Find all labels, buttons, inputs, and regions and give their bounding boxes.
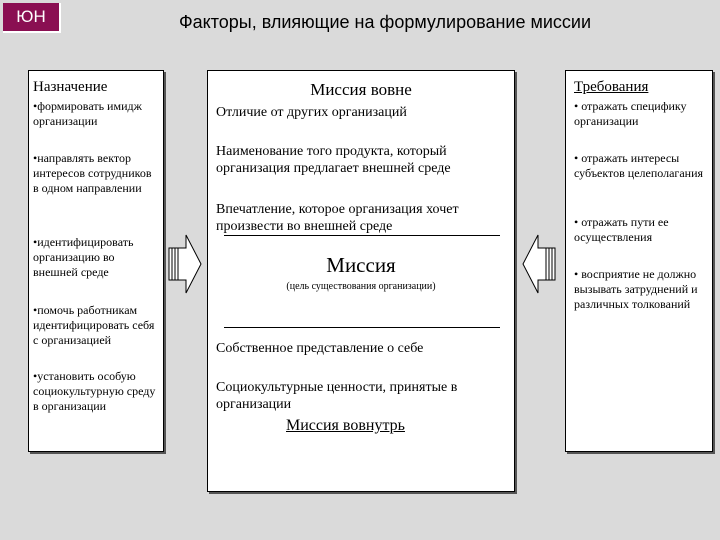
requirements-item: • отражать интересы субъектов целеполагания: [574, 151, 704, 180]
purpose-item: •формировать имидж организации: [33, 99, 142, 128]
mission-inside-heading: Миссия вовнутрь: [286, 417, 405, 434]
mission-inside-item: Собственное представление о себе: [216, 341, 424, 356]
mission-outside-heading: Миссия вовне: [310, 80, 412, 99]
mission-inside-item: Социокультурные ценности, принятые в организации: [216, 380, 458, 412]
purpose-panel: [28, 70, 164, 452]
divider-line: [224, 235, 500, 236]
requirements-item: • отражать пути ее осуществления: [574, 215, 669, 244]
requirements-item: • отражать специфику организации: [574, 99, 687, 128]
mission-outside-item: Отличие от других организаций: [216, 105, 407, 120]
mission-outside-item: Впечатление, которое организация хочет произвести во внешней среде: [216, 202, 459, 234]
purpose-item: •установить особую социокультурную среду в организации: [33, 369, 156, 413]
mission-note: (цель существования организации): [286, 281, 436, 292]
purpose-item: •направлять вектор интересов сотрудников в одном направлении: [33, 151, 152, 195]
requirements-heading: Требования: [574, 79, 649, 95]
requirements-panel: [565, 70, 713, 452]
logo: ЮН: [3, 3, 61, 33]
mission-panel: [207, 70, 515, 492]
purpose-item: •помочь работникам идентифицировать себя с организацией: [33, 303, 155, 347]
purpose-heading: Назначение: [33, 79, 108, 95]
mission-heading: Миссия: [326, 253, 396, 277]
page-title: Факторы, влияющие на формулирование миссии: [178, 12, 592, 32]
mission-outside-item: Наименование того продукта, который организация предлагает внешней среде: [216, 144, 451, 176]
purpose-item: •идентифицировать организацию во внешней среде: [33, 235, 134, 279]
requirements-item: • восприятие не должно вызывать затруднений и различных толкований: [574, 267, 698, 311]
left-arrow-icon: [522, 234, 556, 294]
right-arrow-icon: [168, 234, 202, 294]
divider-line: [224, 327, 500, 328]
